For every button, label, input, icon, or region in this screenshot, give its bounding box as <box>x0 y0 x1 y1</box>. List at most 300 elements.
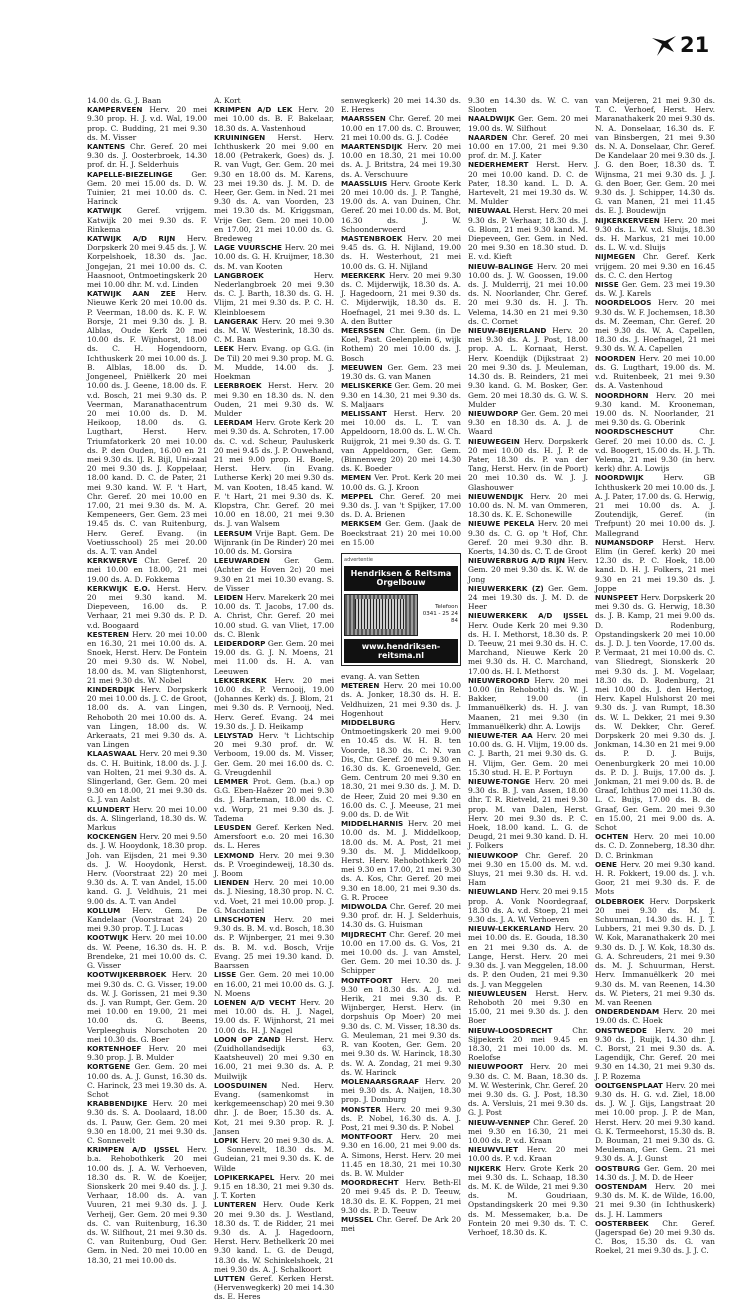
place-name: NIEUWERBRUG A/D RIJN <box>468 556 566 566</box>
listing-entry <box>468 206 588 261</box>
place-name: NEDERHEMERT <box>468 160 529 170</box>
place-name: NIEUW-BALINGE <box>468 261 534 271</box>
place-name: MEERKERK <box>341 270 386 280</box>
service-details: Herv. 20 mei 9.30 ds. C. Mijderwijk, 18.30 ds. A. J. Hagedoorn, 21 mei 9.30 ds. C. Mijderwijk, 18.30 ds. E. Hoefnagel, 21 mei 9.30 ds. L. A. den Butter <box>341 270 461 326</box>
listing-entry <box>341 142 461 179</box>
service-details: Herv. Gem. De Kandelaar (Voorstraat 24) 20 mei 9.30 prop. T. J. Lucas <box>87 905 207 934</box>
service-details: Ger. Gem. (Jaak de Boeckstraat 21) 20 mei 10.00 en 15.00 <box>341 519 461 547</box>
listing-entry <box>341 179 461 234</box>
listing-entry <box>214 1136 334 1173</box>
place-name: OOSTENDAM <box>595 1181 647 1191</box>
service-details: Herst. Herv. Ichthuskerk 20 mei 9.00 en 18.00 (Petrakerk, Goes) ds. J. R. van Vugt, Ger. Gem. 20 mei 9.30 en 18.00 ds. M. Karens, 23 mei 19.30 ds. J. M. D. de Heer, Ger. Gem. in Ned. 21 mei 9.30 ds. A. van Voorden, 23 mei 19.30 ds. M. Kriggsman, Vrije Ger. Gem. 20 mei 10.00 en 17.00, 21 mei 10.00 ds. G. Bredeweg <box>214 132 334 244</box>
listing-entry <box>595 1026 715 1081</box>
service-details: Herv. 20 mei 9.30 ds. A. Naijen, 18.30 prop. J. Domburg <box>341 1076 461 1105</box>
service-details: Herv. Dorpskerk 20 mei 9.30 ds. M. J. Schuurman, 14.30 ds. H. J. T. Lubbers, 21 mei 9.30 ds. D. J. W. Kok, Maranathakerk 20 mei 9.30 ds. D. J. W. Kok, 18.30 ds. G. A. Schreuders, 21 mei 9.30 ds. M. J. Schuurman, Herst. Herv. Immanuëlkerk 20 mei 9.30 ds. M. van Reenen, 14.30 ds. W. Pieters, 21 mei 9.30 ds. M. van Reenen <box>595 896 715 1007</box>
place-name: MASTENBROEK <box>341 234 403 244</box>
listing-entry <box>214 96 334 105</box>
listing-entry <box>595 1219 715 1256</box>
service-details: Herv. 20 mei 10.00 ds. E. Gouda, 18.30 en 21 mei 9.30 ds. A. de Lange, Herst. Herv. 20 mei 9.30 ds. J. van Meggelen, 18.00 ds. P. den Ouden, 21 mei 9.30 ds. J. van Meggelen <box>468 924 588 989</box>
listing-entry <box>214 970 334 998</box>
listing-entry <box>341 902 461 930</box>
service-details: Ger. Gem. 20 mei 15.00 ds. D. W. Tuinier, 21 mei 10.00 ds. C. Harinck <box>87 169 207 207</box>
listing-entry <box>595 832 715 860</box>
service-details: Ger. Gem. 23 mei 19.30 ds. W. J. Karels <box>595 280 716 299</box>
listing-entry <box>214 1081 334 1136</box>
place-name: MONSTER <box>341 1104 381 1114</box>
listing-entry <box>214 823 334 851</box>
listing-entry <box>595 298 715 353</box>
place-name: NUNSPEET <box>595 592 639 602</box>
place-name: KRABBENDIJKE <box>87 1099 148 1109</box>
place-name: MAARSSEN <box>341 114 386 124</box>
service-details: Ger. Gem. 20 mei 10.00 en 16.00, 21 mei 10.00 ds. G. J. N. Moens <box>214 970 334 998</box>
listing-entry <box>214 317 334 345</box>
listing-entry <box>87 970 207 1044</box>
service-details: Chr. Geref. 20 mei 9.30 ds. J. Oosterbroek, 14.30 prof. dr. H. J. Selderhuis <box>87 142 207 170</box>
service-details: Herv. Dorpskerk 20 mei 10.00 ds. J. C. de Groot, 18.00 ds. A. van Lingen, Rehoboth 20 mei 10.00 ds. A. van Lingen, 18.00 ds. W. Arkeraats, 21 mei 9.30 ds. A. van Lingen <box>87 685 208 750</box>
place-name: MAARTENSDIJK <box>341 142 403 152</box>
service-details: Herv. 20 mei 10.00 (in Rehoboth) ds. W. J. Bakker, 19.00 (in Immanuëlkerk) ds. H. J. van Maanen, 21 mei 9.30 (in Immanuëlkerk) dhr. A. Lowijs <box>468 675 588 731</box>
place-name: LEXMOND <box>214 850 255 860</box>
listing-entry <box>87 584 207 630</box>
service-details: Herv. b.a. Rehobothkerk 20 mei 10.00 ds. J. A. W. Verhoeven, 18.30 ds. R. W. de Koeijer, Sionskerk 20 mei 9.40 ds. J. J. Verhaar, 18.00 ds. A. van Vuuren, 21 mei 9.30 ds. J. J. Verheij, Ger. Gem. 20 mei 9.30 ds. C. van Ruitenburg, 16.30 ds. W. Silfhout, 21 mei 9.30 ds. C. van Ruitenburg, Oud Ger. Gem. in Ned. 20 mei 10.00 en 18.30, 21 mei 10.00 ds. <box>87 1145 207 1265</box>
listing-entry <box>468 1118 588 1146</box>
place-name: NOORDEN <box>595 353 636 363</box>
listing-entry <box>468 133 588 161</box>
listing-entry <box>341 718 461 819</box>
listing-entry <box>341 519 461 547</box>
service-details: Chr. Geref. 20 mei 9.30 en 15.00 ds. M. v.d. Sluys, 21 mei 9.30 ds. H. v.d. Ham <box>468 850 588 888</box>
place-name: MONTFOORT <box>341 1132 393 1142</box>
service-details: Herv. 20 mei 9.30 ds. C. G. op 't Hof, Chr. Geref. 20 mei 9.30 dhr. B. Koerts, 14.30 ds. C. T. de Groot <box>468 519 589 556</box>
listing-entry <box>468 1164 588 1238</box>
place-name: NIEUWLAND <box>468 887 518 897</box>
service-details: Ger. Gem. 20 mei 9.30 en 14.30, 21 mei 9.30 ds. S. Maljaars <box>341 381 461 409</box>
listing-entry <box>214 381 334 418</box>
listing-entry <box>595 1007 715 1025</box>
place-name: NIEUWE PEKELA <box>468 519 535 529</box>
place-name: NIJKERK <box>468 1163 501 1173</box>
service-details: Herv. 20 mei 10.00 ds. G. Lugthart, 19.00 ds. M. v.d. Ruitenbeek, 21 mei 9.30 ds. A. Vastenhoud <box>595 353 715 391</box>
listing-entry <box>468 1145 588 1163</box>
listing-entry <box>87 749 207 804</box>
service-details: Herv. 20 mei 9.30 ds. C. G. Visser, 19.00 ds. W. J. Gorissen, 21 mei 9.30 ds. J. van Rumpt, Ger. Gem. 20 mei 10.00 en 19.00, 21 mei 10.00 ds. G. Beens, Verpleeghuis Norschoten 20 mei 10.30 ds. G. Boer <box>87 970 207 1044</box>
listing-entry <box>341 271 461 326</box>
listing-entry <box>341 363 461 381</box>
place-name: KLUNDERT <box>87 804 130 814</box>
place-name: KLAASWAAL <box>87 749 137 759</box>
service-details: Herst. Herv. (Zuidhollandsedijk 63, Kaatsheuvel) 20 mei 9.30 en 16.00, 21 mei 9.30 ds. A. P. Muilwijk <box>214 1034 334 1081</box>
place-name: LEKKERKERK <box>214 675 267 685</box>
place-name: KINDERDIJK <box>87 685 135 694</box>
place-name: MIDDELBURG <box>341 717 395 727</box>
place-name: NIEUWERKERK A/D IJSSEL <box>468 611 588 621</box>
service-details: Chr. Geref. 20 mei 10.00 en 18.00, 21 mei 19.00 ds. A. D. Fokkema <box>87 556 207 584</box>
place-name: LOPIKERKAPEL <box>214 1172 275 1182</box>
place-name: LEERSUM <box>214 528 253 538</box>
listing-entry <box>214 1035 334 1081</box>
column-5 <box>595 96 716 1256</box>
listing-entry <box>214 777 334 823</box>
service-details: Herst. Herv. 20 mei 9.30 en 18.30 ds. N. den Ouden, 21 mei 9.30 ds. W. Mulder <box>214 381 334 418</box>
service-details: Herv. 20 mei 10.00 ds. G. H. Kruijmer, 18.30 ds. M. van Kooten <box>214 243 334 271</box>
place-name: KANTENS <box>87 142 126 152</box>
listing-entry <box>87 832 207 906</box>
place-name: NIEUWLEUSEN <box>468 988 527 998</box>
listing-entry <box>341 473 461 491</box>
listing-entry <box>468 96 588 114</box>
service-details: Herv. 20 mei 9.30 ds. P. Nobel, 16.30 ds. A. J. Post, 21 mei 9.30 ds. P. Nobel <box>341 1104 462 1132</box>
listing-entry <box>214 418 334 528</box>
service-details: Herv. 20 mei 9.30 ds. B. J. van Assen, 18.00 dhr. T. R. Rietveld, 21 mei 9.30 prop. M. van Dalen, Herst. Herv. 20 mei 9.30 ds. P. C. Hoek, 18.00 kand. L. G. de Deugd, 21 mei 9.30 kand. D. H. J. Folkers <box>468 777 588 851</box>
service-details: Herst. Herv. 20 mei 9.30 ds. P. Verhaar, 18.30 ds. J. G. Blom, 21 mei 9.30 kand. M. Diepeveen, Ger. Gem. in Ned. 20 mei 9.30 en 18.30 stud. D. E. v.d. Kieft <box>468 206 588 262</box>
service-details: Herv. 20 mei 9.30 kand. M. Krooneman, 19.00 ds. N. Noorlander, 21 mei 9.30 ds. G. Oberink <box>595 390 715 428</box>
listing-entry <box>214 915 334 970</box>
place-name: OLDEBROEK <box>595 896 645 906</box>
place-name: LAGE VUURSCHE <box>214 243 282 253</box>
place-name: LANGBROEK <box>214 270 264 280</box>
listing-entry <box>341 930 461 976</box>
service-details: Herv. Dorpskerk 20 mei 9.30 ds. G. Herwig, 18.30 ds. J. B. Kamp, 21 mei 9.00 ds. D. Rodenburg, Opstandingskerk 20 mei 10.00 ds. J. D. J. ten Voorde, 17.00 ds. P. Vermaat, 21 mei 10.00 ds. C. van Sliedregt, Sionskerk 20 mei 9.30 ds. J. M. Vogelaar, 18.30 ds. D. Rodenburg, 21 mei 10.00 ds. J. den Hertog, Herv. Kapel Hulshorst 20 mei 9.30 ds. J. van Rumpt, 18.30 ds. W. L. Dekker, 21 mei 9.30 ds. W. Dekker, Chr. Geref. Dorpskerk 20 mei 9.30 ds. J. Jonkman, 14.30 en 21 mei 9.00 ds. P. D. J. Buijs, Oenenburgkerk 20 mei 10.00 ds. P. D. J. Buijs, 17.00 ds. J. Jonkman, 21 mei 9.00 ds. B. de Graaf, Ichthus 20 mei 11.30 ds. L. C. Buijs, 17.00 ds. B. de Graaf, Ger. Gem. 20 mei 9.30 en 15.00, 21 mei 9.00 ds. A. Schot <box>595 592 716 833</box>
place-name: OCHTEN <box>595 832 629 842</box>
service-details: Herv. 20 mei 9.30 ds. M. K. de Wilde, 16.00, 21 mei 9.30 (in Ichthuskerk) ds. J. H. Lammers <box>595 1181 715 1219</box>
listing-entry <box>468 611 588 675</box>
listing-entry <box>87 1099 207 1145</box>
place-name: NIJKERKERVEEN <box>595 215 660 225</box>
listing-entry <box>468 556 588 584</box>
service-details: Ger. Gem. 24 mei 19.30 ds. J. M. D. de Heer <box>468 583 588 612</box>
service-details: Herst. Herv. 20 mei 10.00 ds. L. T. van Appeldoorn, 18.00 ds. L. W. Ch. Ruijgrok, 21 mei 9.30 ds. G. T. van Appeldoorn, Ger. Gem. (Binnenweg 20) 20 mei 14.30 ds. K. Boeder <box>341 408 462 474</box>
service-details: Chr. Geref. 20 mei 10.00 ds. C. J. v.d. Boogert, 15.00 ds. H. J. Th. Velema, 21 mei 9.30 (in herv. kerk) dhr. A. Lowijs <box>595 427 715 474</box>
listing-entry <box>595 216 715 253</box>
service-details: Ger. Gem. (Achter de Hoven 2c) 20 mei 9.30 en 21 mei 10.30 evang. S. de Visser <box>214 556 334 593</box>
service-details: Chr. Geref. (Jagerspad 6e) 20 mei 9.30 ds. C. Bos, 15.30 ds. G. van Roekel, 21 mei 9.30 ds. J. J. C. <box>595 1218 715 1256</box>
service-details: Chr. Geref. De Ark 20 mei <box>341 1214 461 1234</box>
service-details: Herv. 20 mei 10.00 ds. C. D. Zonneberg, 18.30 dhr. D. C. Brinkman <box>595 832 715 860</box>
listing-entry <box>341 326 461 363</box>
listing-entry <box>595 354 715 391</box>
listing-entry <box>468 519 588 556</box>
place-name: LOOSDUINEN <box>214 1080 268 1090</box>
place-name: MOORDRECHT <box>341 1178 399 1188</box>
service-details: Chr. Geref. 20 mei 9.30 prof. dr. H. J. Selderhuis, 14.30 ds. G. Huisman <box>341 902 461 930</box>
service-details: A. Kort <box>214 96 241 105</box>
service-details: Chr. Geref. 20 mei 9.30 en 16.30, 21 mei 10.00 ds. P. v.d. Kraan <box>468 1117 589 1145</box>
listing-entry <box>595 897 715 1007</box>
service-details: Geref. Kerken Herst. (Hervenwegkerk) 20 mei 14.30 ds. E. Heres <box>214 1274 334 1302</box>
place-name: NAALDWIJK <box>468 114 515 124</box>
service-details: Herv. 20 mei 9.30 prop. J. B. Mulder <box>87 1043 207 1063</box>
service-details: Geref. vrijgem. Katwijk 20 mei 9.30 ds. F. Rinkema <box>87 206 208 234</box>
place-name: NIEUWE-TONGE <box>468 777 531 787</box>
place-name: KOCKENGEN <box>87 832 137 842</box>
listing-entry <box>87 206 207 234</box>
listing-entry <box>595 252 715 280</box>
listing-entry <box>468 1026 588 1063</box>
listing-entry <box>214 1274 334 1302</box>
listing-entry <box>87 105 207 142</box>
service-details: Geref. Kerken Ned. Amersfoort e.o. 20 mei 16.30 ds. L. Heres <box>214 823 334 851</box>
listing-entry <box>214 243 334 271</box>
place-name: MELISKERKE <box>341 381 392 391</box>
listing-entry <box>341 672 461 681</box>
place-name: KRIMPEN A/D LEK <box>214 105 293 115</box>
service-details: Herv. 20 mei 10.00 ds. B. F. Bakelaar, 18.30 ds. A. Vastenhoud <box>214 105 334 133</box>
listing-entry <box>468 492 588 520</box>
place-name: LOON OP ZAND <box>214 1034 281 1044</box>
service-details: Herv. 20 mei 9.30 ds. B. M. v.d. Bosch, 18.30 ds. P. Wijnberger, 21 mei 9.30 ds. B. M. v.d. Bosch, Vrije Evang. 25 mei 19.30 kand. D. Baarssen <box>214 915 334 971</box>
service-details: Chr. Gem. (in De Koel, Past. Geelenplein 6, wijk Rothem) 20 mei 10.00 ds. J. Bosch <box>341 326 461 363</box>
service-details: Herv. 20 mei 9.15 prop. A. Vonk Noordegraaf, 18.30 ds. A. v.d. Stoep, 21 mei 9.30 ds. J. A. W. Verhoeven <box>468 887 589 925</box>
listing-entry <box>214 731 334 777</box>
listing-entry <box>341 976 461 1077</box>
place-name: MEPPEL <box>341 491 374 501</box>
listing-entry <box>87 933 207 970</box>
listing-entry <box>214 105 334 133</box>
service-details: Herv. 20 mei 10.00 ds. P. v.d. Kraan <box>468 1145 588 1164</box>
page-number: 21 <box>680 33 710 57</box>
service-details: Herv. 20 mei 9.45 ds. G. H. Nijland, 19.00 ds. H. Westerhout, 21 mei 10.00 ds. G. H. Nijland <box>341 234 461 271</box>
service-details: Ger. Gem. 20 mei 19.00 ds. G. J. N. Moens, 21 mei 11.00 ds. H. A. van Leeuwen <box>214 638 334 676</box>
place-name: KATWIJK A/D RIJN <box>87 234 176 244</box>
service-details: evang. A. van Setten <box>341 671 420 681</box>
service-details: Herv. Grote Kerk 20 mei 9.30 ds. A. Schroten, 17.00 ds. C. v.d. Scheur, Pauluskerk 20 mei 9.45 ds. J. P. Ouwehand, 21 mei 9.00 prop. H. Boele, Herst. Herv. (in Evang. Lutherse Kerk) 20 mei 9.30 ds. M. van Kooten, 18.45 kand. W. F. 't Hart, 21 mei 9.30 ds. K. Klopstra, Chr. Geref. 20 mei 10.00 en 18.00, 21 mei 9.30 ds. J. van Walsem <box>214 418 334 529</box>
place-name: LELYSTAD <box>214 731 254 741</box>
service-details: Herv. 20 mei 9.30 ds. W. F. Jochemsen, 18.30 ds. M. Zeeman, Chr. Geref. 20 mei 9.30 ds. W. A. Capellen, 18.30 ds. J. Hoefnagel, 21 mei 9.30 ds. W. A. Capellen <box>595 298 715 354</box>
place-name: KOOTWIJKERBROEK <box>87 970 167 980</box>
listing-entry <box>468 731 588 777</box>
listing-entry <box>214 639 334 676</box>
service-details: Herv. 20 mei 10.00 ds. N. M. van Ommeren, 18.30 ds. K. E. Schonewille <box>468 491 588 520</box>
place-name: NIEUWPOORT <box>468 1062 523 1072</box>
place-name: ONDERDENDAM <box>595 1007 660 1017</box>
place-name: KOLLUM <box>87 905 121 915</box>
listing-entry <box>87 1062 207 1099</box>
service-details: Herv. 20 mei 19.00 ds. C. Hoek <box>595 1007 715 1026</box>
service-details: Herv. Oude Kerk 20 mei 9.30 ds. H. I. Methorst, 18.30 ds. P. D. Teeuw, 21 mei 9.30 ds. H. C. Marchand, Nieuwe Kerk 20 mei 9.30 ds. H. C. Marchand, 17.00 ds. H. I. Methorst <box>468 620 588 676</box>
service-details: Herv. 20 mei 9.30 ds. C. H. Buitink, 18.00 ds. J. J. van Holten, 21 mei 9.30 ds. A. Slingerland, Ger. Gem. 20 mei 9.30 en 18.00, 21 mei 9.30 ds. G. J. van Aalst <box>87 749 207 805</box>
listing-entry <box>341 409 461 473</box>
place-name: KOOTWIJK <box>87 933 129 943</box>
place-name: NIEUW-VENNEP <box>468 1117 531 1127</box>
listing-entry <box>595 1182 715 1219</box>
listing-entry <box>214 344 334 381</box>
place-name: ONSTWEDDE <box>595 1025 647 1035</box>
place-name: MELISSANT <box>341 408 387 418</box>
listing-entry <box>87 906 207 934</box>
service-details: Herv. Dorpskerk 20 mei 10.00 ds. H. J. P. de Pater, 18.30 ds. P. van der Tang, Herst. Herv. (in de Poort) 20 mei 10.30 ds. W. J. J. Glashouwer <box>468 436 589 492</box>
place-name: METEREN <box>341 681 380 691</box>
service-details: Herv. 20 mei 9.30 ds. L. W. v.d. Sluijs, 18.30 ds. H. Markus, 21 mei 10.00 ds. L. W. v.d. Sluijs <box>595 215 715 253</box>
service-details: Herv. 20 mei 10.00 ds. M. J. Middelkoop, 18.00 ds. M. A. Post, 21 mei 9.30 ds. M. J. Middelkoop, Herst. Herv. Rehobothkerk 20 mei 9.30 en 17.00, 21 mei 9.30 ds. A. Kos, Chr. Geref. 20 mei 9.30 en 18.00, 21 mei 9.30 ds. G. R. Procee <box>341 819 461 902</box>
service-details: 9.30 en 14.30 ds. W. C. van Slooten <box>468 96 588 115</box>
place-name: KESTEREN <box>87 629 129 639</box>
service-details: Herv. 20 mei 9.30 ds. M. W. Westerink, 18.30 ds. C. M. Baan <box>214 316 334 345</box>
place-name: LOPIK <box>214 1135 238 1145</box>
listing-entry <box>87 96 207 105</box>
listing-entry <box>468 851 588 888</box>
place-name: MIDDELHARNIS <box>341 819 404 829</box>
service-details: Chr. Geref. 20 mei 9.30 ds. J. van 't Spijker, 17.00 ds. D. A. Brienen <box>341 491 461 520</box>
ad-tag: advertentie <box>344 556 373 563</box>
listing-entry <box>468 326 588 409</box>
advertisement <box>341 553 461 666</box>
service-details: Herv. GB Ichthuskerk 20 mei 10.00 ds. J. A. J. Pater, 17.00 ds. G. Herwig, 21 mei 10.00 ds. A. J. Zoutendijk, Geref. (in Trefpunt) 20 mei 10.00 ds. J. Mallegrand <box>595 473 716 538</box>
service-details: Herst. Herv. 20 mei 9.30 kand. M. Diepeveen, 16.00 ds. P. Verhaar, 21 mei 9.30 ds. P. D. v.d. Boogaard <box>87 583 207 630</box>
place-name: LEIDEN <box>214 592 244 602</box>
service-details: Ger. Gem. 23 mei 19.30 ds. G. van Manen <box>341 362 461 382</box>
service-details: Herv. 20 mei 9.30 en 16.00, 21 mei 9.00 ds. A. Simons, Herst. Herv. 20 mei 11.45 en 18.30, 21 mei 10.30 ds. B. W. Mulder <box>341 1132 461 1178</box>
place-name: MIJDRECHT <box>341 929 387 939</box>
place-name: MUSSEL <box>341 1214 374 1224</box>
place-name: MAASSLUIS <box>341 178 388 188</box>
service-details: Herv. 20 mei 10.00 ds. J. Niesing, 18.30 prop. N. C. v.d. Voet, 21 mei 10.00 prop. J. G. Macdaniel <box>214 878 334 915</box>
column-3 <box>341 96 462 1234</box>
service-details: Herv. Marekerk 20 mei 10.00 ds. T. Jacobs, 17.00 ds. A. Christ, Chr. Geref. 20 mei 10.00 stud. G. van Vliet, 17.00 ds. C. Blenk <box>214 592 334 639</box>
service-details: Herv. Grote Kerk 20 mei 9.30 ds. L. Schaap, 18.30 ds. M. K. de Wilde, 21 mei 9.30 ds. M. Goudriaan, Opstandingskerk 20 mei 9.30 ds. M. Messemaker, b.a. De Fontein 20 mei 9.30 ds. T. C. Verhoef, 18.30 ds. K. <box>468 1163 588 1237</box>
listing-entry <box>341 234 461 271</box>
listing-entry <box>595 280 715 298</box>
place-name: KATWIJK AAN ZEE <box>87 289 176 299</box>
listing-entry <box>341 681 461 718</box>
place-name: MEERSSEN <box>341 326 385 336</box>
listing-entry <box>341 1105 461 1133</box>
listing-entry <box>468 114 588 132</box>
service-details: Herv. 20 mei 10.00 ds. P. Vernooij, 19.00 (Johannes Kerk) ds. J. Blom, 21 mei 9.30 ds. P. Vernooij, Ned. Herv. Geref. Evang. 24 mei 19.30 ds. J. D. Heikamp <box>214 675 334 731</box>
listing-entry <box>595 391 715 428</box>
listing-entry <box>87 1044 207 1062</box>
listing-entry <box>87 556 207 584</box>
place-name: LISSE <box>214 970 237 980</box>
service-details: Herv. 20 mei 9.30 ds. A. J. Post, 18.00 prop. A. L. Kornaat, Herst. Herv. Koendijk (Dijkstraat 2) 20 mei 9.30 ds. J. Meuleman, 14.30 ds. B. Reinders, 21 mei 9.30 kand. G. M. Bosker, Ger. Gem. 20 mei 18.30 ds. G. W. S. Mulder <box>468 326 588 409</box>
place-name: LEEUWARDEN <box>214 556 270 566</box>
listing-entry <box>341 1215 461 1233</box>
listing-entry <box>468 676 588 731</box>
service-details: Herv. 20 mei 9.30 ds. H. G. v.d. Ziel, 18.00 ds. J. W. J. Gijs, Langstraat 20 mei 10.00 prop. J. P. de Man, Herst. Herv. 20 mei 9.30 kand. G. K. Termeehorst, 15.30 ds. B. D. Bouman, 21 mei 9.30 ds. G. Meuleman, Ger. Gem. 21 mei 9.30 ds. A. J. Gunst <box>595 1080 715 1164</box>
service-details: van Meijeren, 21 mei 9.30 ds. T. C. Verhoef, Herst. Herv. Maranathakerk 20 mei 9.30 ds. N. A. Donselaar, 16.30 ds. F. van Binsbergen, 21 mei 9.30 ds. N. A. Donselaar, Chr. Geref. De Kandelaar 20 mei 9.30 ds. J. J. G. den Boer, 18.30 ds. T. Wijnsma, 21 mei 9.30 ds. J. J. G. den Boer, Ger. Gem. 20 mei 9.30 ds. J. Schipper, 14.30 ds. G. van Manen, 21 mei 11.45 ds. E. J. Boudewijn <box>595 96 715 216</box>
place-name: NOORDELOOS <box>595 298 652 308</box>
column-2 <box>214 96 335 1302</box>
service-details: Herv. Nieuwe Kerk 20 mei 10.00 ds. P. Veerman, 18.00 ds. K. F. W. Borsje, 21 mei 9.30 ds. J. B. Alblas, Oude Kerk 20 mei 10.00 ds. F. Wijnhorst, 18.00 ds. C. H. Hogendoorn, Ichthuskerk 20 mei 10.00 ds. J. B. Alblas, 18.00 ds. D. Jongeneel, Pniëlkerk 20 mei 10.00 ds. J. Geene, 18.00 ds. F. v.d. Bosch, 21 mei 9.30 ds. P. Veerman, Maranathacentrum 20 mei 10.00 ds. D. M. Heikoop, 18.00 ds. G. Lugthart, Herst. Herv. Triumfatorkerk 20 mei 10.00 ds. P. den Ouden, 16.00 en 21 mei 9.30 ds. IJ. R. Bijl, Uni-zaal 20 mei 9.30 ds. J. Koppelaar, 18.00 kand. D. C. de Pater, 21 mei 9.30 kand. W. F. 't Hart, Chr. Geref. 20 mei 10.00 en 17.00, 21 mei 9.30 ds. M. A. Kempeneers, Ger. Gem. 23 mei 19.45 ds. C. van Ruitenburg, Herv. Geref. Evang. (in Voetiusschool) 25 mei 20.00 ds. A. T. van Andel <box>87 289 208 556</box>
service-details: Herv. Gem. 20 mei 9.30 ds. K. W. de Jong <box>468 556 588 584</box>
place-name: NIEUWAAL <box>468 206 511 216</box>
service-details: Herv. 20 mei 9.30 prop. H. J. v.d. Wal, 19.00 prop. C. Budding, 21 mei 9.30 ds. M. Visser <box>87 105 207 142</box>
listing-entry <box>87 289 207 556</box>
place-name: NIEUWEGEIN <box>468 436 520 446</box>
place-name: NISSE <box>595 280 619 290</box>
ad-phone-label: Telefoon <box>435 604 458 611</box>
service-details: Ger. Gem. 20 mei 10.00 ds. A. J. Gunst, 16.30 ds. C. Harinck, 23 mei 19.30 ds. A. Schot <box>87 1062 207 1099</box>
listing-entry <box>341 492 461 520</box>
listing-entry <box>214 271 334 317</box>
place-name: LIENDEN <box>214 878 250 888</box>
service-details: Herv. 20 mei 10.00 ds. A. Slingerland, 18.30 ds. W. Markus <box>87 804 207 833</box>
service-details: Herv. 20 mei 9.30 ds. J. Ruijk, 14.30 dhr. J. C. Borst, 21 mei 9.30 ds. A. Lagendijk, Chr. Geref. 20 mei 9.30 en 14.30, 21 mei 9.30 ds. J. P. Rozema <box>595 1025 715 1081</box>
ad-phone: 0341 - 25 24 84 <box>422 611 458 625</box>
service-details: Herv. 20 mei 10.00 ds. H. J. Nagel, 19.00 ds. F. Wijnhorst, 21 mei 10.00 ds. H. J. Nagel <box>214 997 334 1035</box>
service-details: Herv. 't Lichtschip 20 mei 9.30 prof. dr. W. Verboom, 19.00 ds. M. Visser, Ger. Gem. 20 mei 16.00 ds. C. G. Vreugdenhil <box>214 731 334 777</box>
service-details: Herv. 20 mei 10.00 ds. W. Peene, 16.30 ds. H. P. Brendeke, 21 mei 10.00 ds. C. G. Visser <box>87 933 207 971</box>
place-name: NUMANSDORP <box>595 537 654 547</box>
place-name: KRUININGEN <box>214 132 266 142</box>
place-name: LANGERAK <box>214 316 258 326</box>
service-details: Herv. 20 mei 9.30 ds. S. A. Doolaard, 18.00 ds. I. Pauw, Ger. Gem. 20 mei 9.30 en 18.00, 21 mei 9.30 ds. C. Sonnevelt <box>87 1099 207 1145</box>
ad-title: Hendriksen & Reitsma Orgelbouw <box>344 566 458 590</box>
listing-entry <box>214 998 334 1035</box>
service-details: Herv. 20 mei 9.50 ds. J. W. Hooydonk, 18.30 prop. Joh. van Eijsden, 21 mei 9.30 ds. J. W. Hooydonk, Herst. Herv. (Voorstraat 22) 20 mei 9.30 ds. A. T. van Andel, 15.00 kand. G. J. Veldhuis, 21 mei 9.00 ds. A. T. van Andel <box>87 832 207 906</box>
service-details: Herv. 20 mei 10.00 ds. G. H. Vlijm, 19.00 ds. C. J. Barth, 21 mei 9.30 ds. G. H. Vlijm, Ger. Gem. 20 mei 15.30 stud. H. E. P. Fortuyn <box>468 731 588 777</box>
service-details: Herv. 20 mei 9.30 ds. A. J. Sonnevelt, 18.30 ds. M. Gudeian, 21 mei 9.30 ds. K. de Wilde <box>214 1135 334 1173</box>
listing-entry <box>595 538 715 593</box>
place-name: NIEUWDORP <box>468 408 519 418</box>
listing-entry <box>214 851 334 879</box>
place-name: NIEUWERKERK (Z) <box>468 583 544 593</box>
place-name: KAMPERVEEN <box>87 105 143 115</box>
column-4 <box>468 96 589 1237</box>
listing-entry <box>214 1200 334 1274</box>
place-name: NIEUWKOOP <box>468 850 519 860</box>
place-name: NIEUW-LOOSDRECHT <box>468 1025 553 1035</box>
listing-entry <box>87 630 207 685</box>
listing-entry <box>468 887 588 924</box>
place-name: NIEUWVLIET <box>468 1145 518 1155</box>
place-name: KATWIJK <box>87 206 122 216</box>
place-name: LUTTEN <box>214 1274 246 1283</box>
service-details: Prot. Gem. (b.a.) op G.G. Eben-Haëzer 20 mei 9.30 ds. J. Harteman, 18.00 ds. C. v.d. Worp, 21 mei 9.30 ds. J. Tadema <box>214 777 334 823</box>
place-name: NIEUW-BEIJERLAND <box>468 326 547 336</box>
place-name: NIEUWE-TER AA <box>468 731 533 741</box>
listing-entry <box>468 1062 588 1117</box>
listing-entry <box>341 1132 461 1178</box>
place-name: LOENEN A/D VECHT <box>214 997 296 1007</box>
service-details: Herv. 20 mei 10.00 en 18.30, 21 mei 10.00 ds. A. J. Britstra, 24 mei 19.30 ds. A. Verschuure <box>341 142 461 179</box>
listing-entry <box>341 1077 461 1105</box>
service-details: Herv. 20 mei 9.30 ds. P. Vroegindeweij, 18.30 ds. J. Boom <box>214 850 334 879</box>
listing-entry <box>341 819 461 902</box>
place-name: LEERBROEK <box>214 381 262 391</box>
service-details: Herv. 20 mei 9.30 ds. C. M. Baan, 18.30 ds. M. W. Westerink, Chr. Geref. 20 mei 9.30 ds. G. J. Post, 18.30 ds. A. Versluis, 21 mei 9.30 ds. G. J. Post <box>468 1062 588 1118</box>
service-details: 14.00 ds. G. J. Baan <box>87 96 162 105</box>
place-name: OENE <box>595 859 617 869</box>
service-details: Herv. Beth-El 20 mei 9.45 ds. P. D. Teeuw, 18.30 ds. E. K. Foppen, 21 mei 9.30 ds. P. D. Teeuw <box>341 1178 461 1215</box>
listing-entry <box>341 381 461 409</box>
place-name: LEIDERDORP <box>214 638 266 648</box>
place-name: NIEUWENDIJK <box>468 491 524 501</box>
listing-entry <box>595 96 715 216</box>
listing-entry <box>468 584 588 612</box>
service-details: Ger. Gem. 20 mei 9.30 en 18.30 ds. A. J. de Waard <box>468 408 588 437</box>
place-name: LEUSDEN <box>214 823 252 833</box>
listing-entry <box>468 262 588 326</box>
listing-entry <box>214 529 334 557</box>
place-name: KERKWIJK E.O. <box>87 583 151 593</box>
organ-image <box>344 594 418 636</box>
place-name: NAARDEN <box>468 132 508 142</box>
ad-url-link[interactable]: www.hendriksen-reitsma.nl <box>344 639 458 663</box>
service-details: Ger. Gem. 20 mei 19.00 ds. W. Silfhout <box>468 114 588 133</box>
service-details: Ned. Herv. Evang. (samenkomst in kerkgemeenschap) 20 mei 9.30 dhr. J. de Boer, 15.30 ds. A. Kot, 21 mei 9.30 prop. R. J. Jansen <box>214 1080 334 1136</box>
service-details: Herst. Herv. 20 mei 10.00 kand. D. C. de Pater, 18.30 kand. L. D. A. Hartevelt, 21 mei 19.30 ds. W. M. Mulder <box>468 160 588 207</box>
listing-entry <box>468 160 588 206</box>
place-name: NIJMEGEN <box>595 252 636 262</box>
place-name: LEERDAM <box>214 418 253 428</box>
service-details: Herv. Nederlangbroek 20 mei 9.30 ds. C. J. Barth, 18.30 ds. G. H. Vlijm, 21 mei 9.30 ds. P. C. H. Kleinbloesem <box>214 270 334 317</box>
place-name: NIEUWEROORD <box>468 675 530 685</box>
place-name: KORTGENE <box>87 1062 131 1072</box>
listing-entry <box>468 989 588 1026</box>
place-name: KORTENHOEF <box>87 1043 142 1053</box>
place-name: NOORDWIJK <box>595 473 644 483</box>
